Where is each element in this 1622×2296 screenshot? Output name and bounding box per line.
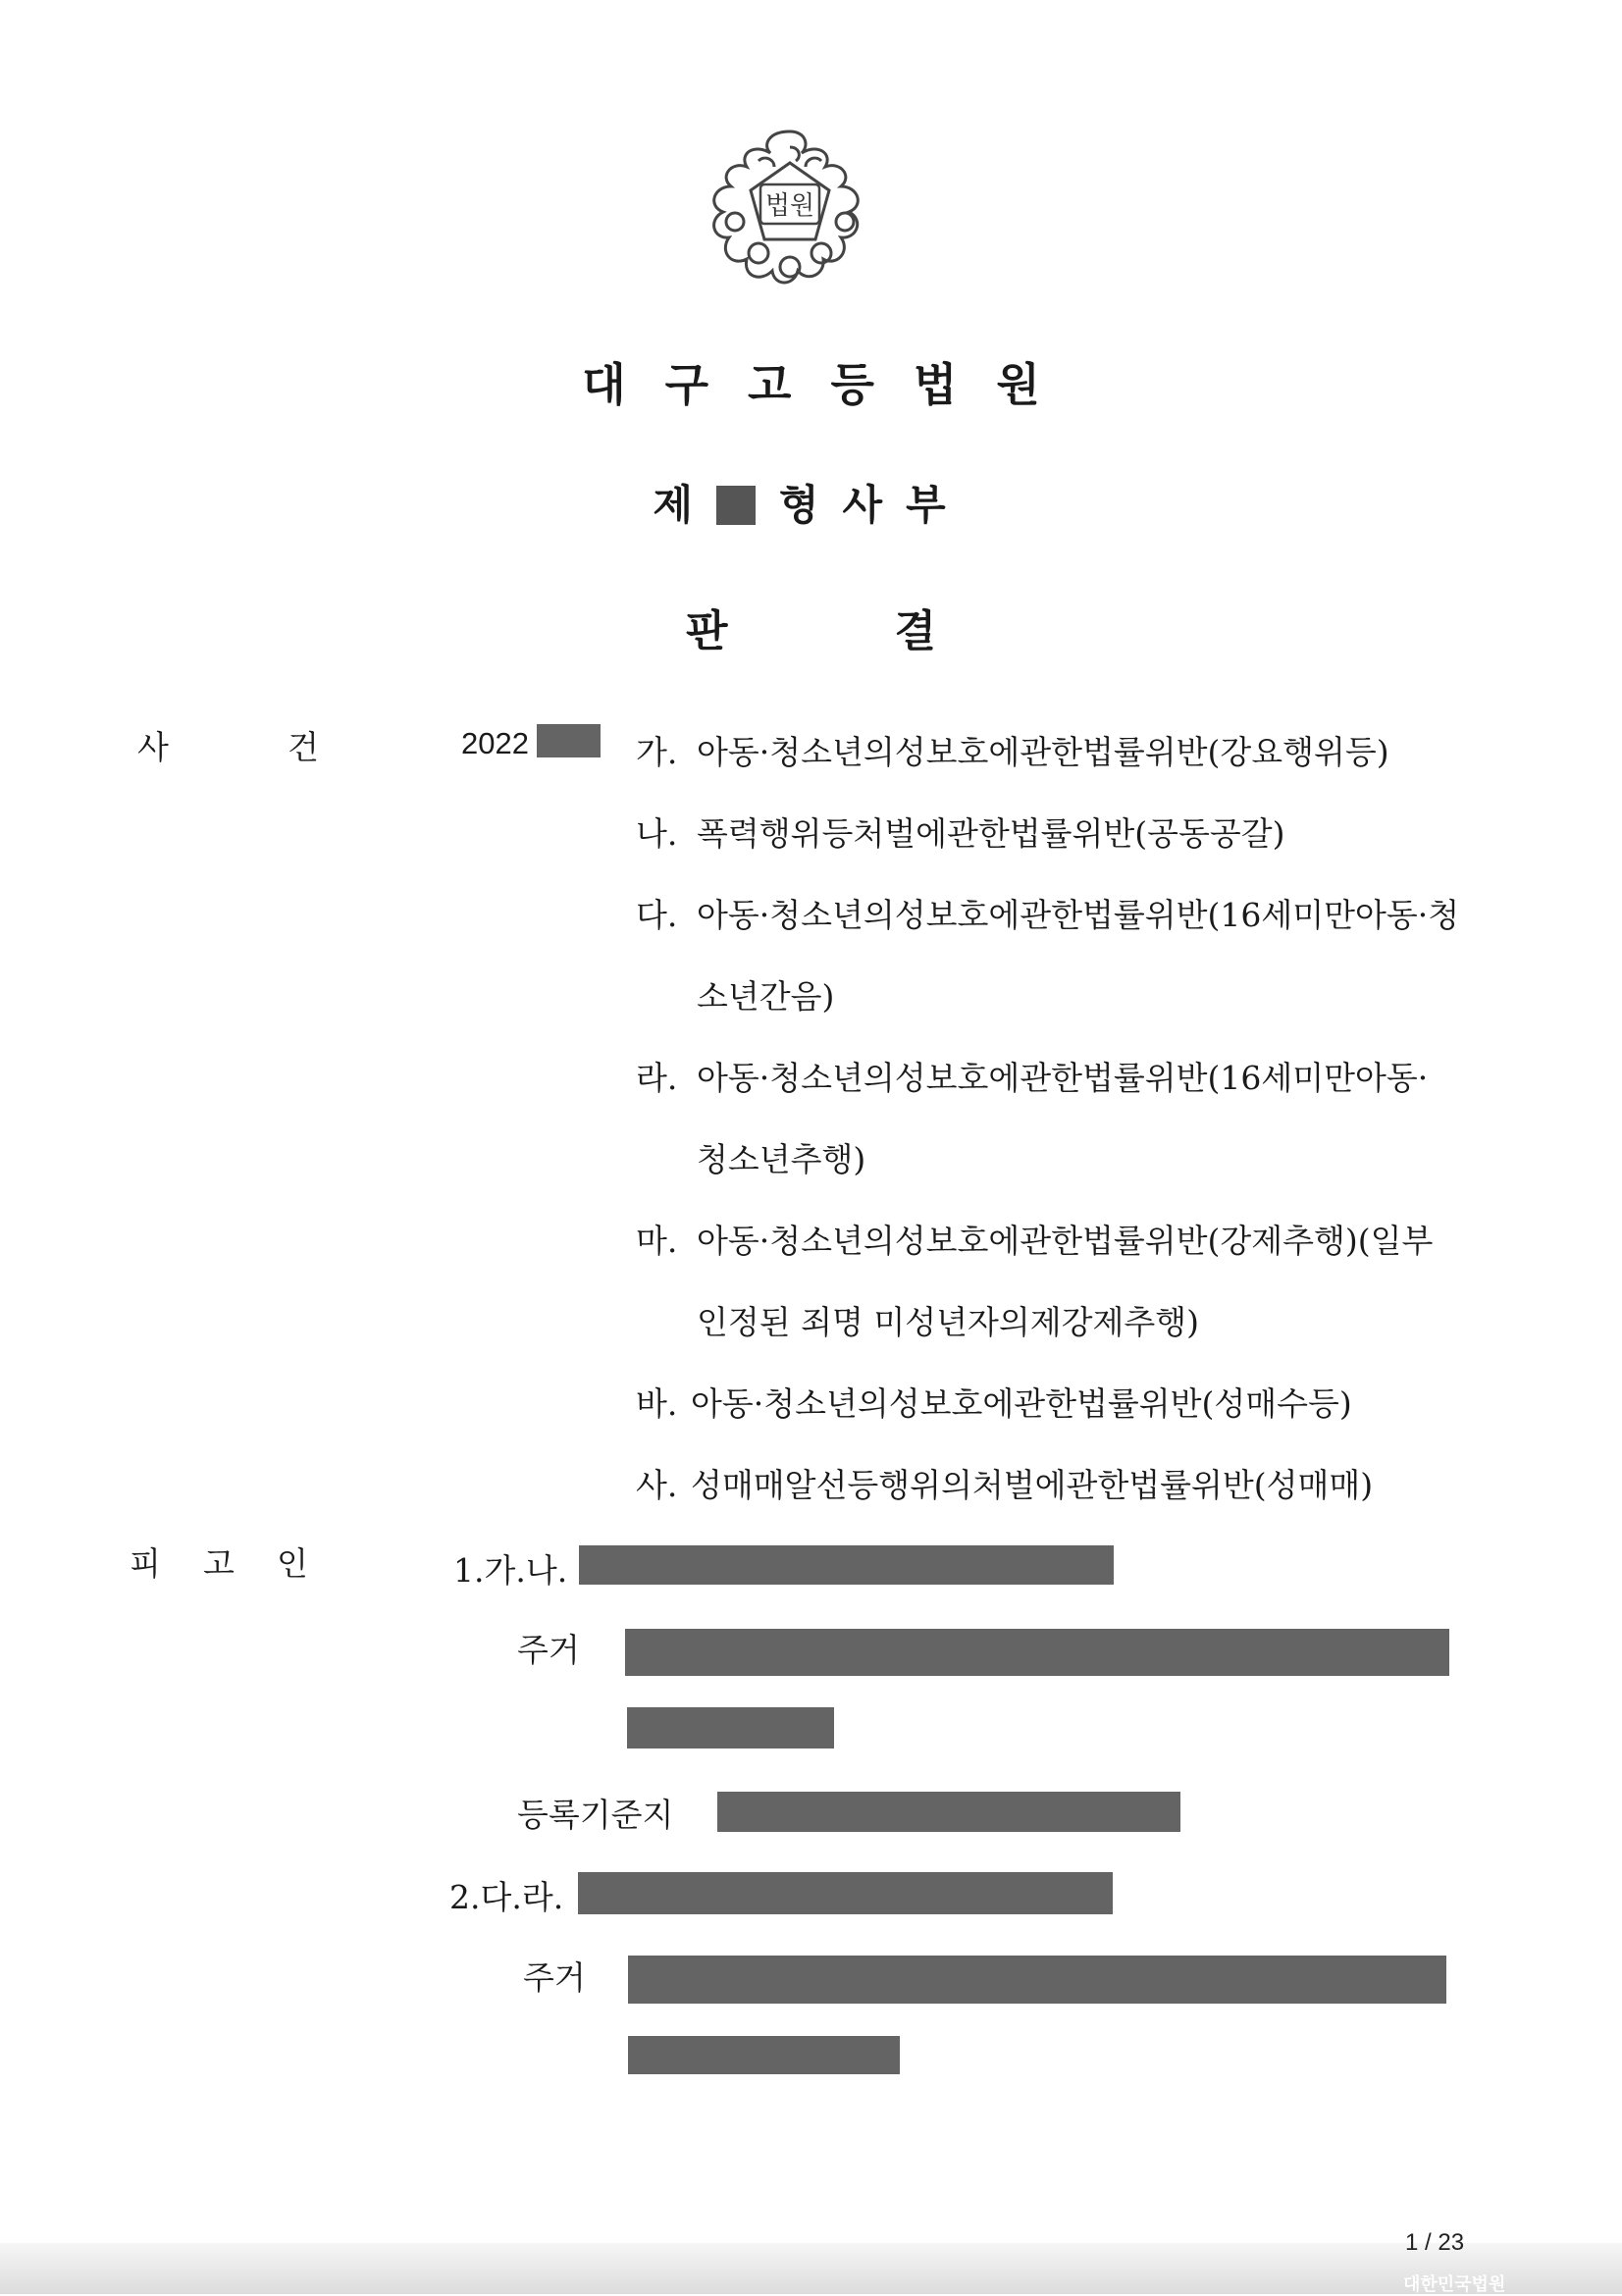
case-item-marker: 바. [636, 1384, 678, 1423]
footer-court: 대한민국법원 [1403, 2274, 1506, 2295]
case-item-line: 폭력행위등처벌에관한법률위반(공동공갈) [697, 814, 1285, 853]
title-left: 판 [685, 606, 728, 656]
division-prefix: 제 [653, 481, 716, 529]
case-item-line: 아동·청소년의성보호에관한법률위반(16세미만아동·청 [697, 896, 1460, 934]
registry-label: 등록기준지 [517, 1796, 674, 1834]
case-item-marker: 마. [636, 1222, 678, 1260]
case-label-left: 사 [137, 728, 169, 766]
case-item-line: 청소년추행) [697, 1140, 866, 1178]
redaction-box [628, 2036, 900, 2074]
case-item-line: 인정된 죄명 미성년자의제강제추행) [697, 1303, 1200, 1341]
case-item-marker: 라. [636, 1059, 678, 1097]
redaction-box [716, 486, 756, 525]
residence-label: 주거 [517, 1631, 580, 1669]
redaction-box [625, 1629, 1449, 1676]
defendant-label-1: 피 [130, 1544, 161, 1583]
footer-bar [0, 2243, 1622, 2294]
defendant-label-2: 고 [203, 1544, 235, 1583]
case-item-marker: 가. [636, 733, 678, 771]
case-item-line: 소년간음) [697, 977, 835, 1016]
redaction-box [579, 1545, 1114, 1585]
court-division [0, 473, 1622, 532]
redaction-box [578, 1872, 1113, 1914]
case-item-line: 아동·청소년의성보호에관한법률위반(16세미만아동· [697, 1059, 1429, 1097]
case-item-line: 성매매알선등행위의처벌에관한법률위반(성매매) [691, 1466, 1374, 1504]
defendant-label-3: 인 [277, 1544, 308, 1583]
case-item-line: 아동·청소년의성보호에관한법률위반(성매수등) [691, 1384, 1352, 1423]
defendant-number: 2.다.라. [449, 1878, 564, 1916]
document-title [0, 596, 1622, 658]
division-suffix: 형사부 [778, 481, 969, 529]
case-item-line: 아동·청소년의성보호에관한법률위반(강요행위등) [697, 733, 1389, 771]
case-item-marker: 다. [636, 896, 678, 934]
redaction-box [717, 1792, 1180, 1832]
redaction-box [628, 1956, 1446, 2004]
defendant-number: 1.가.나. [453, 1551, 568, 1590]
redaction-box [627, 1707, 834, 1748]
page-number: 1 / 23 [1405, 2229, 1465, 2256]
seal-text: 법원 [764, 191, 815, 221]
case-item-marker: 사. [636, 1466, 678, 1504]
court-seal-icon [704, 124, 876, 292]
title-right: 결 [894, 606, 937, 656]
case-number: 2022 [461, 726, 529, 760]
court-name: 대구고등법원 [582, 358, 1079, 411]
redaction-box [537, 724, 601, 757]
case-label-right: 건 [288, 728, 319, 766]
residence-label: 주거 [523, 1958, 586, 1997]
case-item-line: 아동·청소년의성보호에관한법률위반(강제추행)(일부 [697, 1222, 1434, 1260]
case-item-marker: 나. [636, 814, 678, 853]
